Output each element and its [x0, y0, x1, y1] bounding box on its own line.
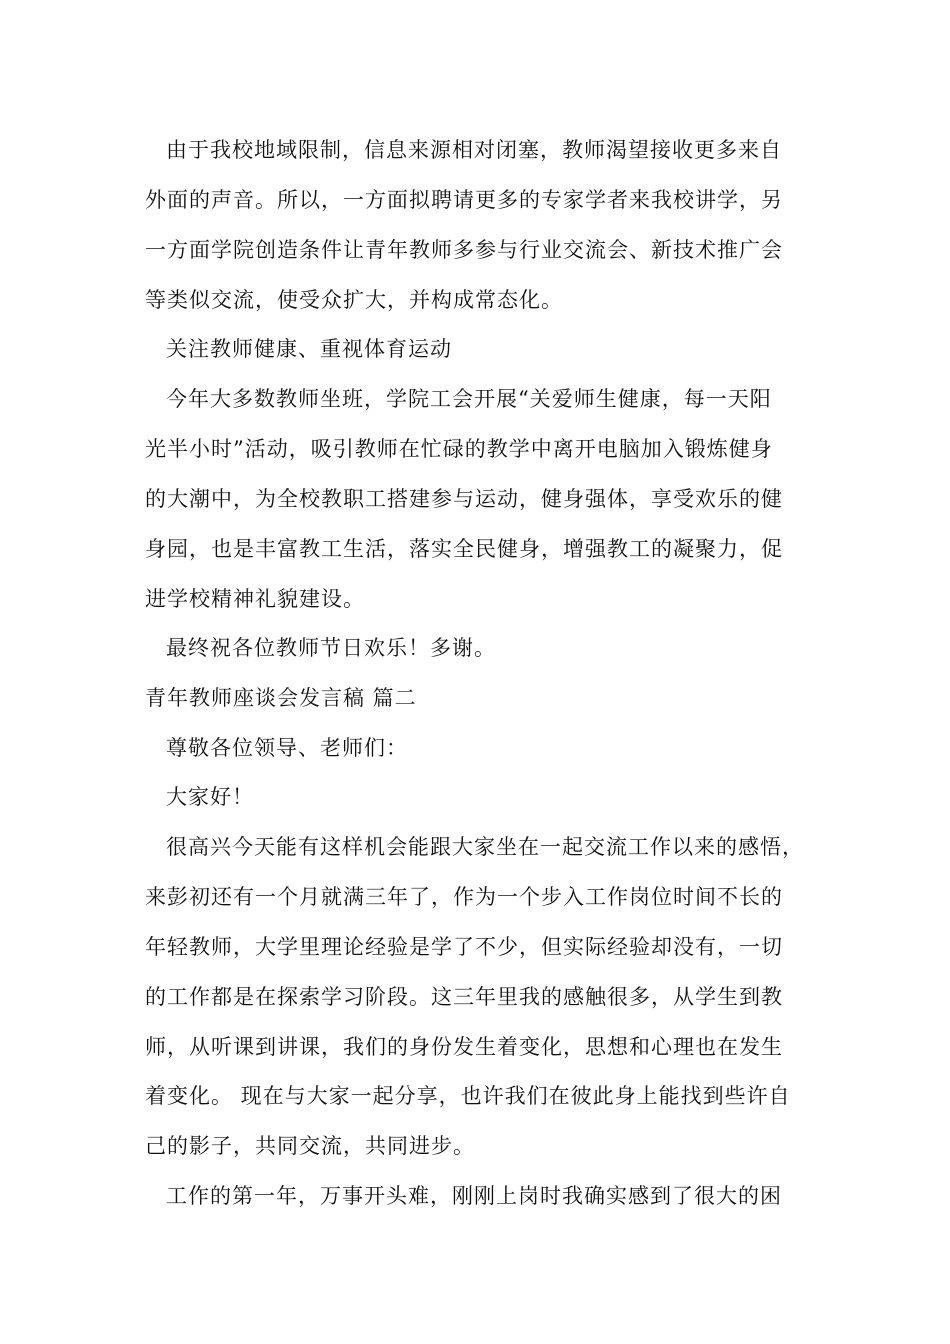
paragraph-line: 外面的声音。所以，一方面拟聘请更多的专家学者来我校讲学，另: [145, 188, 783, 212]
paragraph-line: 进学校精神礼貌建设。: [145, 587, 365, 611]
greeting: 大家好！: [166, 785, 254, 809]
section-heading: 关注教师健康、重视体育运动: [166, 337, 452, 361]
paragraph-line: 年轻教师，大学里理论经验是学了不少，但实际经验却没有，一切: [145, 935, 783, 959]
paragraph-line: 着变化。 现在与大家一起分享，也许我们在彼此身上能找到些许自: [145, 1084, 791, 1108]
paragraph-line: 光半小时”活动，吸引教师在忙碌的教学中离开电脑加入锻炼健身: [145, 437, 773, 461]
paragraph-line: 由于我校地域限制，信息来源相对闭塞，教师渴望接收更多来自: [166, 138, 782, 162]
paragraph-line: 的工作都是在探索学习阶段。这三年里我的感触很多，从学生到教: [145, 985, 783, 1009]
paragraph-line: 等类似交流，使受众扩大，并构成常态化。: [145, 288, 563, 312]
paragraph-line: 的大潮中，为全校教职工搭建参与运动，健身强体，享受欢乐的健: [145, 487, 783, 511]
paragraph-line: 一方面学院创造条件让青年教师多参与行业交流会、新技术推广会: [145, 238, 783, 262]
paragraph-line: 身园，也是丰富教工生活，落实全民健身，增强教工的凝聚力，促: [145, 537, 783, 561]
paragraph-line: 工作的第一年，万事开头难，刚刚上岗时我确实感到了很大的困: [166, 1184, 782, 1208]
paragraph-line: 今年大多数教师坐班，学院工会开展“关爱师生健康，每一天阳: [166, 387, 772, 411]
paragraph-line: 己的影子，共同交流，共同进步。: [145, 1134, 475, 1158]
salutation: 尊敬各位领导、老师们：: [166, 736, 408, 760]
article-title: 青年教师座谈会发言稿 篇二: [145, 686, 417, 710]
paragraph-line: 最终祝各位教师节日欢乐！多谢。: [166, 636, 496, 660]
paragraph-line: 师，从听课到讲课，我们的身份发生着变化，思想和心理也在发生: [145, 1035, 783, 1059]
paragraph-line: 很高兴今天能有这样机会能跟大家坐在一起交流工作以来的感悟，: [166, 835, 804, 859]
paragraph-line: 来彭初还有一个月就满三年了，作为一个步入工作岗位时间不长的: [145, 885, 783, 909]
